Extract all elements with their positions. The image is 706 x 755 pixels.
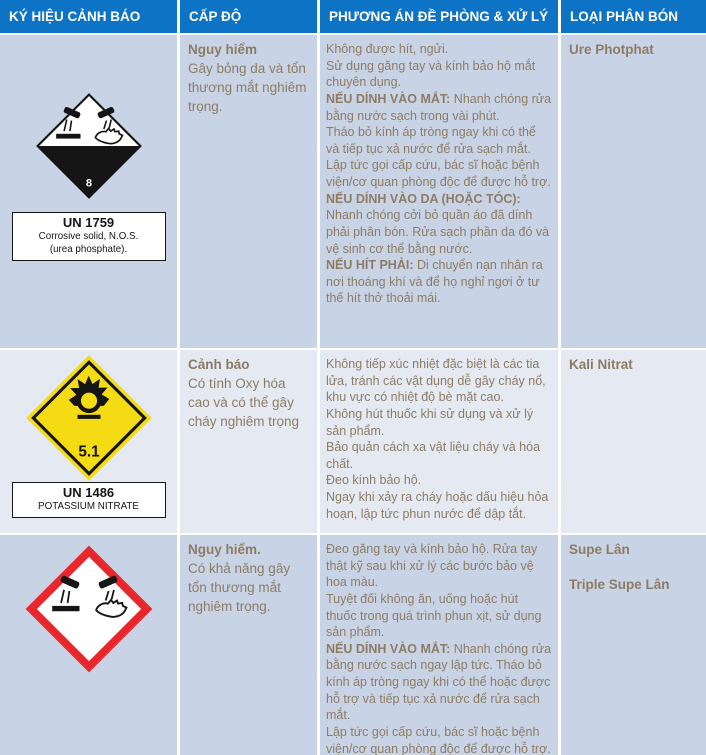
instruction-paragraph: NẾU HÍT PHẢI: Di chuyển nạn nhân ra nơi thoáng khí và để họ nghỉ ngơi ở tư thế hít thở thoải mái.: [326, 258, 543, 306]
instruction-lead-in: NẾU HÍT PHẢI:: [326, 258, 414, 273]
column-header-prevention: PHƯƠNG ÁN ĐỀ PHÒNG & XỬ LÝ: [320, 0, 558, 33]
prevention-instructions-cell: [320, 35, 558, 348]
instruction-paragraph: Không tiếp xúc nhiệt đặc biệt là các tia lửa, tránh các vật dụng dễ gây cháy nổ, khu vực có nhiệt độ bè mặt cao.: [326, 357, 546, 405]
hazard-level-title: Nguy hiểm.: [188, 542, 261, 557]
fertilizer-type-cell: [561, 350, 706, 533]
fertilizer-type-cell: [561, 535, 706, 755]
fertilizer-name: Supe Lân: [569, 542, 630, 557]
instruction-paragraph: Không hút thuốc khi sử dụng và xử lý sản phẩm.: [326, 406, 534, 438]
fertilizer-type-cell: [561, 35, 706, 348]
placard-class-number: 8: [85, 177, 92, 190]
un-description-line: (urea phosphate).: [49, 243, 128, 255]
hazard-level-description: Có khả năng gây tổn thương mắt nghiêm trọng.: [188, 560, 291, 614]
instruction-paragraph: Tháo bỏ kính áp tròng ngay khi có thể và tiếp tục xả nước để rửa sạch mắt.: [326, 125, 536, 156]
hazard-level-cell: [180, 350, 317, 533]
pictogram-cell: [0, 535, 177, 755]
instruction-paragraph: Đeo găng tay và kính bảo hộ. Rửa tay thật kỹ sau khi xử lý các bước bảo vệ hoa màu.: [326, 542, 538, 590]
instruction-paragraph: Lập tức gọi cấp cứu, bác sĩ hoặc bệnh viện/cơ quan phòng độc để được hỗ trợ.: [326, 158, 551, 189]
fertilizer-name: Kali Nitrat: [569, 357, 633, 372]
prevention-instructions-cell: [320, 535, 558, 755]
instruction-paragraph: Bảo quản cách xa vật liệu cháy và hóa chất.: [326, 440, 541, 471]
pictogram-cell: [0, 350, 177, 533]
instruction-paragraph: NẾU DÍNH VÀO MẮT: Nhanh chóng rửa bằng nước sạch trong vài phút.: [326, 91, 552, 123]
un-number: UN 1759: [62, 215, 115, 230]
hazard-level-description: Gây bỏng da và tổn thương mắt nghiêm trọng.: [188, 60, 307, 114]
column-header-level: CẤP ĐỘ: [180, 0, 317, 33]
pictogram-cell: [0, 35, 177, 348]
hazard-level-title: Cảnh báo: [188, 357, 250, 372]
column-header-fertilizer-type: LOẠI PHÂN BÓN: [561, 0, 706, 33]
prevention-instructions-cell: [320, 350, 558, 533]
instruction-paragraph: Lập tức gọi cấp cứu, bác sĩ hoặc bệnh viện/cơ quan phòng độc để được hỗ trợ.: [326, 724, 551, 755]
instruction-paragraph: Đeo kính bảo hộ.: [326, 473, 422, 488]
class8-corrosive-placard-icon: [36, 93, 142, 199]
instruction-paragraph: NẾU DÍNH VÀO DA (HOẶC TÓC): Nhanh chóng cởi bỏ quần áo đã dính phải phân bón. Rửa sạch phần da đó và vệ sinh cơ thể bằng nước.: [326, 191, 550, 256]
un-number-caption: [12, 482, 166, 518]
class51-oxidizer-placard-icon: [25, 354, 153, 482]
un-number: UN 1486: [62, 485, 115, 500]
un-description-line: POTASSIUM NITRATE: [38, 501, 139, 513]
placard-class-number: 5.1: [77, 443, 100, 461]
instruction-paragraph: NẾU DÍNH VÀO MẮT: Nhanh chóng rửa bằng nước sạch ngay lập tức. Tháo bỏ kính áp tròng ngay khi có thể hoặc được hỗ trợ và tiếp tục xả nước để rửa sạch mắt.: [326, 641, 552, 723]
instruction-lead-in: NẾU DÍNH VÀO DA (HOẶC TÓC):: [326, 191, 521, 206]
instruction-paragraph: Không được hít, ngửi.: [326, 42, 449, 56]
hazard-level-description: Có tính Oxy hóa cao và có thể gây cháy nghiêm trọng: [188, 375, 300, 429]
un-description-line: Corrosive solid, N.O.S.: [38, 231, 139, 243]
hazard-level-title: Nguy hiểm: [188, 42, 258, 57]
hazard-level-cell: [180, 535, 317, 755]
hazard-level-cell: [180, 35, 317, 348]
un-number-caption: [12, 212, 166, 261]
instruction-lead-in: NẾU DÍNH VÀO MẮT:: [326, 91, 451, 106]
instruction-paragraph: Sử dụng găng tay và kính bảo hộ mắt chuyên dụng.: [326, 58, 536, 90]
instruction-paragraph: Tuyệt đối không ăn, uống hoặc hút thuốc trong quá trình phun xịt, sử dụng sản phẩm.: [326, 591, 542, 640]
fertilizer-name: Ure Photphat: [569, 42, 654, 57]
fertilizer-name: Triple Supe Lân: [569, 576, 670, 592]
instruction-lead-in: NẾU DÍNH VÀO MẮT:: [326, 641, 451, 656]
ghs-corrosive-pictogram-icon: [23, 543, 155, 675]
instruction-paragraph: Ngay khi xảy ra cháy hoặc dấu hiệu hỏa hoạn, lập tức phun nước để dập tắt.: [326, 490, 549, 521]
column-header-warning-symbol: KÝ HIỆU CẢNH BÁO: [0, 0, 177, 33]
